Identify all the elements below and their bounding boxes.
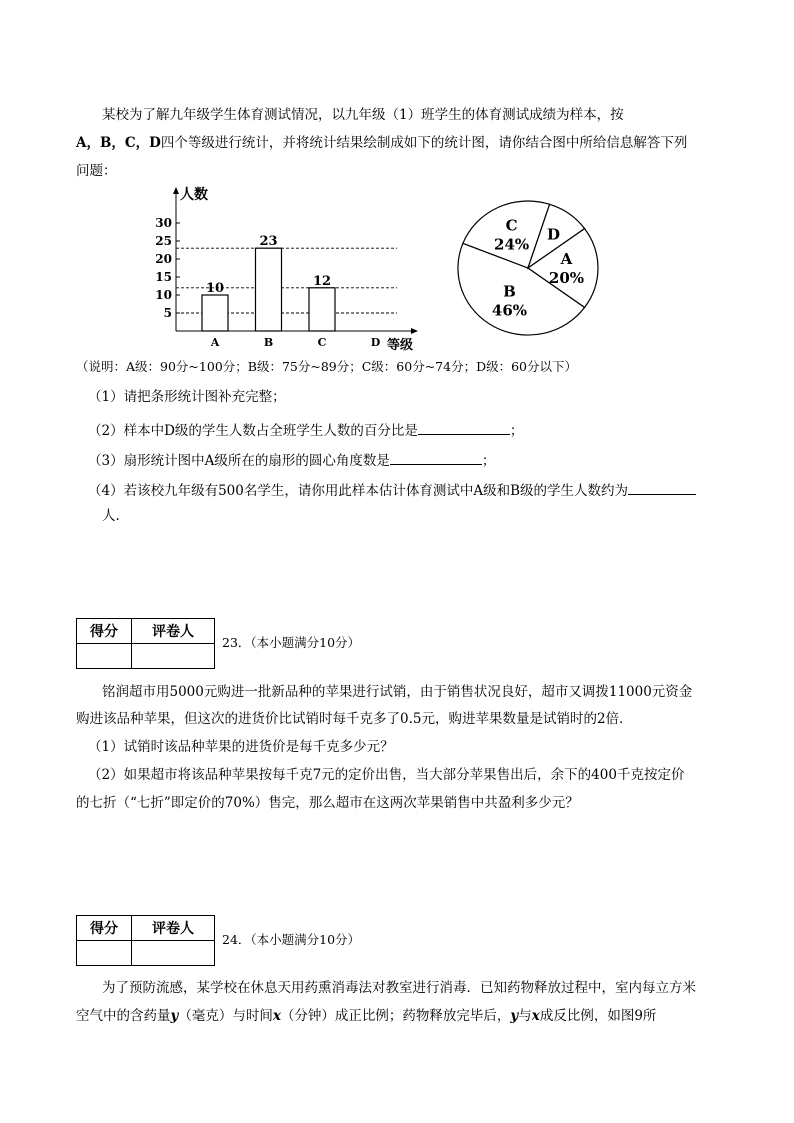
q24-score-table xyxy=(76,915,215,966)
q24-body-line2-b: （毫克）与时间 xyxy=(178,1008,273,1024)
q22-sub2 xyxy=(88,421,523,439)
pie-slice-percent: 46% xyxy=(491,301,528,320)
q22-sub3-end: ； xyxy=(481,453,496,469)
q24-body-line1: 为了预防流感，某学校在休息天用药熏消毒法对教室进行消毒．已知药物释放过程中，室内每立方米 xyxy=(102,980,696,996)
pie-slice-label: A xyxy=(560,250,573,268)
q22-sub2-answer-blank[interactable] xyxy=(418,421,510,435)
q22-sub4 xyxy=(88,481,696,499)
q22-sub4-answer-blank[interactable] xyxy=(628,481,696,495)
q24-body-line2-e: 成反比例，如图9所 xyxy=(539,1008,657,1024)
q24-var-y: y xyxy=(170,1008,179,1024)
q24-reviewer-header: 评卷人 xyxy=(132,916,215,941)
pie-slice-label: D xyxy=(546,225,561,244)
q23-sub1: （1）试销时该品种苹果的进货价是每千克多少元？ xyxy=(88,739,394,755)
y-tick-label: 25 xyxy=(155,234,172,248)
q22-note: （说明：A级：90分~100分；B级：75分~89分；C级：60分~74分；D级：60分以下） xyxy=(76,359,578,374)
bar-value-label: 10 xyxy=(205,281,225,296)
q24-var-x: x xyxy=(272,1008,281,1024)
q23-sub2-line2: 的七折（“七折”即定价的70%）售完，那么超市在这两次苹果销售中共盈利多少元？ xyxy=(76,795,579,811)
q23-body-line2: 购进该品种苹果，但这次的进货价比试销时每千克多了0.5元，购进苹果数量是试销时的2倍． xyxy=(76,711,633,727)
q23-score-header: 得分 xyxy=(77,619,132,644)
bar-chart-xlabel: 等级 xyxy=(387,338,414,353)
bar xyxy=(256,248,282,331)
q24-reviewer-cell[interactable] xyxy=(132,941,215,966)
q24-title: 24．（本小题满分10分） xyxy=(222,932,361,947)
q23-reviewer-header: 评卷人 xyxy=(132,619,215,644)
q22-intro-line1: 某校为了解九年级学生体育测试情况，以九年级（1）班学生的体育测试成绩为样本，按 xyxy=(102,107,624,123)
q24-score-cell[interactable] xyxy=(77,941,132,966)
bar xyxy=(309,288,335,331)
q24-score-header: 得分 xyxy=(77,916,132,941)
q22-sub4-text: （4）若该校九年级有500名学生，请你用此样本估计体育测试中A级和B级的学生人数约为 xyxy=(88,483,629,499)
pie-slice-label: B xyxy=(503,282,516,301)
q23-title: 23．（本小题满分10分） xyxy=(222,635,361,650)
bar-chart-ylabel: 人数 xyxy=(180,187,208,203)
bar xyxy=(202,295,228,331)
pie-slice-label: C xyxy=(505,216,518,235)
q22-sub4-end: 人. xyxy=(102,508,120,524)
q24-var-y-2: y xyxy=(510,1008,519,1024)
y-axis-arrow xyxy=(173,187,179,194)
q24-body-line2-c: （分钟）成正比例；药物释放完毕后， xyxy=(280,1008,511,1024)
q24-body-line2-a: 空气中的含药量 xyxy=(76,1008,171,1024)
q22-sub1: （1）请把条形统计图补充完整； xyxy=(88,389,286,405)
q23-reviewer-cell[interactable] xyxy=(132,644,215,669)
category-label: A xyxy=(210,336,220,349)
category-label: C xyxy=(317,336,327,349)
q22-grade-letters: A，B，C，D xyxy=(76,135,161,151)
bar-value-label: 23 xyxy=(259,234,278,250)
bar-chart-bars xyxy=(202,234,335,331)
pie-chart xyxy=(455,198,605,340)
q23-score-cell[interactable] xyxy=(77,644,132,669)
category-label: D xyxy=(370,336,381,349)
x-axis-arrow xyxy=(411,328,418,334)
q22-intro-line3: 问题： xyxy=(76,163,117,179)
q22-sub3-answer-blank[interactable] xyxy=(390,451,482,465)
q24-var-x-2: x xyxy=(531,1008,540,1024)
y-tick-label: 30 xyxy=(155,216,172,230)
bar-chart xyxy=(150,180,430,355)
bar-value-label: 12 xyxy=(312,273,332,289)
pie-slice-percent: 20% xyxy=(548,269,585,287)
y-tick-label: 20 xyxy=(155,252,172,266)
pie-slice-percent: 24% xyxy=(494,235,530,254)
y-tick-label: 10 xyxy=(155,288,172,302)
category-label: B xyxy=(263,336,274,349)
y-tick-label: 5 xyxy=(163,306,172,320)
q23-score-table xyxy=(76,618,215,669)
q23-sub2-line1: （2）如果超市将该品种苹果按每千克7元的定价出售，当大部分苹果售出后，余下的400千克按定价 xyxy=(88,767,685,783)
q22-sub2-end: ； xyxy=(509,423,524,439)
q22-sub3-text: （3）扇形统计图中A级所在的扇形的圆心角度数是 xyxy=(88,453,390,469)
q22-sub2-text: （2）样本中D级的学生人数占全班学生人数的百分比是 xyxy=(88,423,418,439)
q22-intro-line2-rest: 四个等级进行统计，并将统计结果绘制成如下的统计图，请你结合图中所给信息解答下列 xyxy=(160,135,688,151)
q22-sub3 xyxy=(88,451,495,469)
q24-body-line2-d: 与 xyxy=(518,1008,532,1024)
y-tick-label: 15 xyxy=(155,270,172,284)
q23-body-line1: 铭润超市用5000元购进一批新品种的苹果进行试销，由于销售状况良好，超市又调拨11000元资金 xyxy=(102,684,693,700)
q22-intro-line2 xyxy=(76,137,687,151)
q24-body-line2 xyxy=(76,1010,656,1024)
bar-chart-categories xyxy=(210,336,381,349)
